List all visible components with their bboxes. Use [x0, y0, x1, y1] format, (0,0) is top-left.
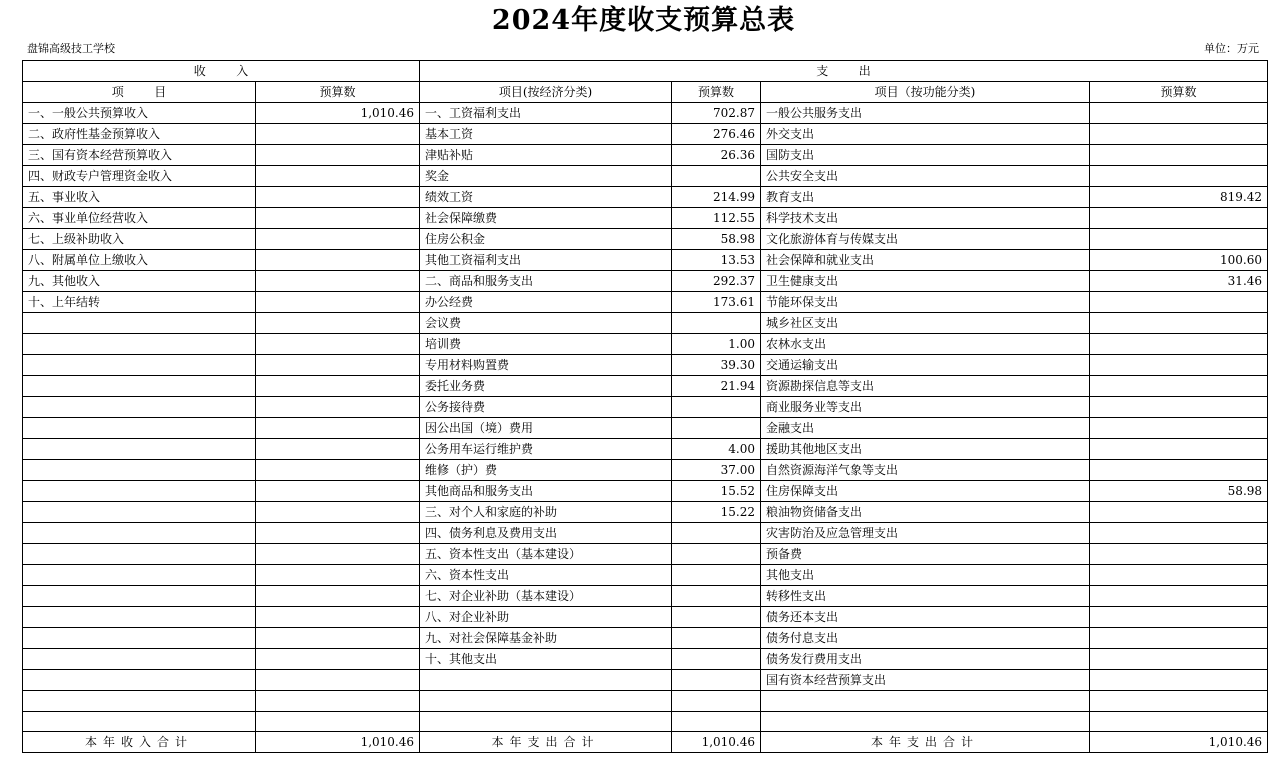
income-item-cell	[23, 670, 256, 691]
econ-value-cell: 58.98	[672, 229, 761, 250]
income-item-cell	[23, 711, 256, 732]
econ-value-cell: 292.37	[672, 271, 761, 292]
table-row	[23, 691, 1268, 712]
income-item-cell	[23, 481, 256, 502]
func-value-cell	[1090, 607, 1268, 628]
table-row	[23, 502, 1268, 523]
func-value-cell	[1090, 460, 1268, 481]
func-item-cell: 社会保障和就业支出	[761, 250, 1090, 271]
func-value-cell: 819.42	[1090, 187, 1268, 208]
income-item-cell	[23, 691, 256, 712]
econ-value-cell: 13.53	[672, 250, 761, 271]
section-header-row	[23, 61, 1268, 82]
table-row	[23, 355, 1268, 376]
func-value-cell: 58.98	[1090, 481, 1268, 502]
func-item-cell: 公共安全支出	[761, 166, 1090, 187]
table-row	[23, 649, 1268, 670]
func-item-cell: 国有资本经营预算支出	[761, 670, 1090, 691]
table-row	[23, 586, 1268, 607]
func-item-cell: 国防支出	[761, 145, 1090, 166]
func-value-cell	[1090, 711, 1268, 732]
econ-item-cell: 津贴补贴	[420, 145, 672, 166]
econ-item-cell: 社会保障缴费	[420, 208, 672, 229]
table-row	[23, 523, 1268, 544]
organization-name: 盘锦高级技工学校	[27, 42, 115, 55]
income-value-cell	[256, 607, 420, 628]
income-value-cell	[256, 523, 420, 544]
budget-table	[22, 60, 1268, 753]
func-budget-header: 预算数	[1090, 82, 1268, 103]
income-item-header: 项 目	[23, 82, 256, 103]
table-row	[23, 418, 1268, 439]
func-value-cell	[1090, 502, 1268, 523]
econ-value-cell	[672, 649, 761, 670]
func-value-cell	[1090, 355, 1268, 376]
econ-item-header: 项目(按经济分类)	[420, 82, 672, 103]
income-value-cell	[256, 544, 420, 565]
table-row	[23, 292, 1268, 313]
func-total-label: 本年支出合计	[761, 732, 1090, 753]
func-item-cell: 卫生健康支出	[761, 271, 1090, 292]
income-item-cell: 三、国有资本经营预算收入	[23, 145, 256, 166]
econ-value-cell	[672, 691, 761, 712]
func-item-cell: 教育支出	[761, 187, 1090, 208]
func-item-cell: 城乡社区支出	[761, 313, 1090, 334]
income-total-label: 本年收入合计	[23, 732, 256, 753]
table-row	[23, 124, 1268, 145]
func-value-cell	[1090, 166, 1268, 187]
income-item-cell: 八、附属单位上缴收入	[23, 250, 256, 271]
econ-value-cell: 1.00	[672, 334, 761, 355]
income-value-cell	[256, 439, 420, 460]
table-row	[23, 481, 1268, 502]
func-item-cell	[761, 711, 1090, 732]
income-item-cell: 九、其他收入	[23, 271, 256, 292]
econ-value-cell: 173.61	[672, 292, 761, 313]
table-row	[23, 313, 1268, 334]
func-item-cell: 资源勘探信息等支出	[761, 376, 1090, 397]
econ-item-cell: 八、对企业补助	[420, 607, 672, 628]
income-item-cell	[23, 586, 256, 607]
table-row	[23, 250, 1268, 271]
econ-value-cell: 21.94	[672, 376, 761, 397]
econ-item-cell: 九、对社会保障基金补助	[420, 628, 672, 649]
func-value-cell	[1090, 397, 1268, 418]
econ-value-cell: 4.00	[672, 439, 761, 460]
econ-item-cell	[420, 670, 672, 691]
func-value-cell	[1090, 628, 1268, 649]
func-item-cell: 住房保障支出	[761, 481, 1090, 502]
func-item-cell: 科学技术支出	[761, 208, 1090, 229]
func-item-cell: 债务发行费用支出	[761, 649, 1090, 670]
econ-value-cell	[672, 523, 761, 544]
table-row	[23, 397, 1268, 418]
func-item-cell: 文化旅游体育与传媒支出	[761, 229, 1090, 250]
table-row	[23, 460, 1268, 481]
income-item-cell	[23, 439, 256, 460]
econ-value-cell: 214.99	[672, 187, 761, 208]
func-item-cell: 其他支出	[761, 565, 1090, 586]
func-item-cell: 援助其他地区支出	[761, 439, 1090, 460]
income-value-cell	[256, 208, 420, 229]
econ-value-cell	[672, 607, 761, 628]
econ-item-cell: 会议费	[420, 313, 672, 334]
econ-item-cell	[420, 711, 672, 732]
func-item-cell: 粮油物资储备支出	[761, 502, 1090, 523]
econ-total-label: 本年支出合计	[420, 732, 672, 753]
econ-item-cell: 三、对个人和家庭的补助	[420, 502, 672, 523]
income-item-cell	[23, 607, 256, 628]
func-value-cell	[1090, 523, 1268, 544]
func-item-cell: 商业服务业等支出	[761, 397, 1090, 418]
func-item-cell: 债务还本支出	[761, 607, 1090, 628]
func-value-cell	[1090, 439, 1268, 460]
income-item-cell	[23, 397, 256, 418]
income-item-cell: 一、一般公共预算收入	[23, 103, 256, 124]
income-value-cell	[256, 166, 420, 187]
income-item-cell: 五、事业收入	[23, 187, 256, 208]
econ-item-cell: 其他工资福利支出	[420, 250, 672, 271]
table-row	[23, 208, 1268, 229]
econ-value-cell: 15.22	[672, 502, 761, 523]
income-value-cell	[256, 376, 420, 397]
econ-item-cell: 奖金	[420, 166, 672, 187]
econ-value-cell: 112.55	[672, 208, 761, 229]
econ-item-cell: 其他商品和服务支出	[420, 481, 672, 502]
func-value-cell	[1090, 649, 1268, 670]
func-value-cell: 100.60	[1090, 250, 1268, 271]
econ-value-cell	[672, 628, 761, 649]
func-item-cell: 自然资源海洋气象等支出	[761, 460, 1090, 481]
table-row	[23, 670, 1268, 691]
table-row	[23, 271, 1268, 292]
econ-value-cell	[672, 711, 761, 732]
econ-item-cell: 一、工资福利支出	[420, 103, 672, 124]
func-value-cell	[1090, 124, 1268, 145]
table-row	[23, 145, 1268, 166]
econ-item-cell: 公务接待费	[420, 397, 672, 418]
econ-item-cell: 七、对企业补助（基本建设）	[420, 586, 672, 607]
table-row	[23, 628, 1268, 649]
income-section-header: 收 入	[23, 61, 420, 82]
income-item-cell: 四、财政专户管理资金收入	[23, 166, 256, 187]
econ-item-cell: 五、资本性支出（基本建设）	[420, 544, 672, 565]
table-row	[23, 607, 1268, 628]
table-row	[23, 376, 1268, 397]
econ-item-cell: 住房公积金	[420, 229, 672, 250]
econ-item-cell: 绩效工资	[420, 187, 672, 208]
econ-value-cell: 702.87	[672, 103, 761, 124]
income-value-cell	[256, 711, 420, 732]
func-item-cell	[761, 691, 1090, 712]
econ-item-cell: 培训费	[420, 334, 672, 355]
income-value-cell	[256, 586, 420, 607]
econ-item-cell: 六、资本性支出	[420, 565, 672, 586]
econ-item-cell: 二、商品和服务支出	[420, 271, 672, 292]
income-item-cell	[23, 334, 256, 355]
econ-value-cell: 37.00	[672, 460, 761, 481]
func-value-cell	[1090, 292, 1268, 313]
totals-row	[23, 732, 1268, 753]
income-item-cell	[23, 418, 256, 439]
econ-value-cell	[672, 565, 761, 586]
func-item-cell: 预备费	[761, 544, 1090, 565]
func-value-cell	[1090, 691, 1268, 712]
func-item-cell: 外交支出	[761, 124, 1090, 145]
income-value-cell	[256, 229, 420, 250]
func-item-cell: 转移性支出	[761, 586, 1090, 607]
income-item-cell	[23, 376, 256, 397]
func-item-header: 项目（按功能分类)	[761, 82, 1090, 103]
income-item-cell	[23, 460, 256, 481]
econ-item-cell: 办公经费	[420, 292, 672, 313]
func-item-cell: 金融支出	[761, 418, 1090, 439]
econ-value-cell	[672, 670, 761, 691]
unit-label: 单位：万元	[1204, 42, 1259, 55]
income-value-cell	[256, 628, 420, 649]
econ-item-cell: 专用材料购置费	[420, 355, 672, 376]
income-value-cell	[256, 355, 420, 376]
func-value-cell	[1090, 208, 1268, 229]
income-item-cell: 十、上年结转	[23, 292, 256, 313]
func-value-cell	[1090, 334, 1268, 355]
column-header-row	[23, 82, 1268, 103]
table-row	[23, 544, 1268, 565]
func-item-cell: 节能环保支出	[761, 292, 1090, 313]
income-item-cell: 二、政府性基金预算收入	[23, 124, 256, 145]
income-value-cell	[256, 145, 420, 166]
econ-value-cell: 26.36	[672, 145, 761, 166]
func-item-cell: 债务付息支出	[761, 628, 1090, 649]
income-item-cell: 七、上级补助收入	[23, 229, 256, 250]
econ-value-cell	[672, 397, 761, 418]
income-item-cell	[23, 313, 256, 334]
income-item-cell	[23, 565, 256, 586]
income-item-cell: 六、事业单位经营收入	[23, 208, 256, 229]
income-value-cell	[256, 691, 420, 712]
func-value-cell	[1090, 418, 1268, 439]
econ-item-cell: 十、其他支出	[420, 649, 672, 670]
econ-item-cell: 维修（护）费	[420, 460, 672, 481]
func-value-cell	[1090, 376, 1268, 397]
income-item-cell	[23, 355, 256, 376]
econ-value-cell	[672, 586, 761, 607]
income-budget-header: 预算数	[256, 82, 420, 103]
income-value-cell	[256, 397, 420, 418]
table-row	[23, 439, 1268, 460]
econ-budget-header: 预算数	[672, 82, 761, 103]
income-item-cell	[23, 544, 256, 565]
income-item-cell	[23, 523, 256, 544]
econ-item-cell	[420, 691, 672, 712]
table-row	[23, 103, 1268, 124]
func-value-cell	[1090, 103, 1268, 124]
income-value-cell	[256, 250, 420, 271]
income-value-cell	[256, 334, 420, 355]
income-value-cell	[256, 565, 420, 586]
econ-total-value: 1,010.46	[672, 732, 761, 753]
func-value-cell	[1090, 544, 1268, 565]
table-row	[23, 187, 1268, 208]
income-item-cell	[23, 649, 256, 670]
func-value-cell	[1090, 229, 1268, 250]
page-title: 2024年度收支预算总表	[491, 5, 796, 36]
table-row	[23, 711, 1268, 732]
income-value-cell	[256, 670, 420, 691]
income-value-cell	[256, 187, 420, 208]
econ-item-cell: 因公出国（境）费用	[420, 418, 672, 439]
func-value-cell: 31.46	[1090, 271, 1268, 292]
income-item-cell	[23, 502, 256, 523]
econ-item-cell: 公务用车运行维护费	[420, 439, 672, 460]
income-value-cell	[256, 124, 420, 145]
func-value-cell	[1090, 145, 1268, 166]
income-value-cell	[256, 292, 420, 313]
func-item-cell: 农林水支出	[761, 334, 1090, 355]
income-total-value: 1,010.46	[256, 732, 420, 753]
table-row	[23, 229, 1268, 250]
income-value-cell	[256, 460, 420, 481]
econ-value-cell	[672, 166, 761, 187]
func-item-cell: 灾害防治及应急管理支出	[761, 523, 1090, 544]
income-value-cell	[256, 502, 420, 523]
func-value-cell	[1090, 565, 1268, 586]
func-total-value: 1,010.46	[1090, 732, 1268, 753]
func-value-cell	[1090, 670, 1268, 691]
econ-value-cell	[672, 544, 761, 565]
econ-value-cell	[672, 418, 761, 439]
econ-value-cell	[672, 313, 761, 334]
income-value-cell: 1,010.46	[256, 103, 420, 124]
econ-item-cell: 四、债务利息及费用支出	[420, 523, 672, 544]
table-row	[23, 166, 1268, 187]
expense-section-header: 支 出	[420, 61, 1268, 82]
income-value-cell	[256, 271, 420, 292]
func-value-cell	[1090, 313, 1268, 334]
income-item-cell	[23, 628, 256, 649]
func-item-cell: 一般公共服务支出	[761, 103, 1090, 124]
table-row	[23, 334, 1268, 355]
income-value-cell	[256, 481, 420, 502]
table-row	[23, 565, 1268, 586]
econ-value-cell: 276.46	[672, 124, 761, 145]
income-value-cell	[256, 418, 420, 439]
income-value-cell	[256, 649, 420, 670]
func-item-cell: 交通运输支出	[761, 355, 1090, 376]
econ-item-cell: 委托业务费	[420, 376, 672, 397]
econ-value-cell: 15.52	[672, 481, 761, 502]
econ-item-cell: 基本工资	[420, 124, 672, 145]
func-value-cell	[1090, 586, 1268, 607]
income-value-cell	[256, 313, 420, 334]
econ-value-cell: 39.30	[672, 355, 761, 376]
